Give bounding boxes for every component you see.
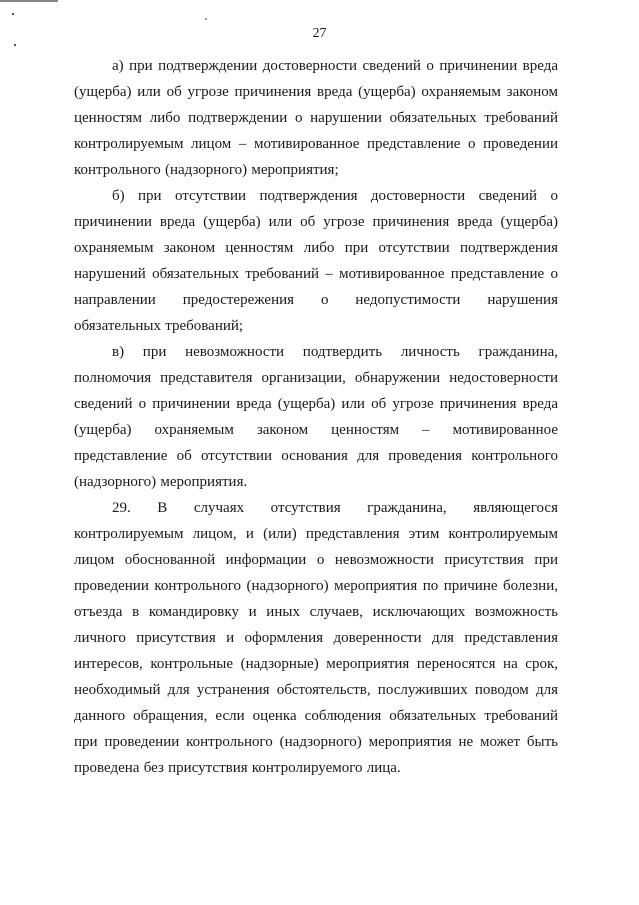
- paragraph-v: в) при невозможности подтвердить личность гражданина, полномочия представителя организации, обнаружении недостоверности сведений о причинении вреда (ущерба) или об угрозе причинения вреда (ущерба) охраняемым законом ценностям – мотивированное представление об отсутствии основания для проведения контрольного (надзорного) мероприятия.: [74, 344, 558, 490]
- scan-artifact: [205, 18, 207, 20]
- scan-artifact: [14, 44, 16, 46]
- scan-artifact: [12, 13, 14, 15]
- paragraph-29: 29. В случаях отсутствия гражданина, являющегося контролируемым лицом, и (или) представления этим контролируемым лицом обоснованной информации о невозможности присутствия при проведении контрольного (надзорного) мероприятия по причине болезни, отъезда в командировку и иных случаев, исключающих возможность личного присутствия и оформления доверенности для представления интересов, контрольные (надзорные) мероприятия переносятся на срок, необходимый для устранения обстоятельств, послуживших поводом для данного обращения, если оценка соблюдения обязательных требований при проведении контрольного (надзорного) мероприятия не может быть проведена без присутствия контролируемого лица.: [74, 500, 558, 776]
- paragraph-b: б) при отсутствии подтверждения достоверности сведений о причинении вреда (ущерба) или об угрозе причинения вреда (ущерба) охраняемым законом ценностям либо при отсутствии подтверждения нарушений обязательных требований – мотивированное представление о направлении предостережения о недопустимости нарушения обязательных требований;: [74, 188, 558, 334]
- page-number: 27: [312, 26, 327, 41]
- scan-artifact: [0, 0, 58, 2]
- paragraph-a: а) при подтверждении достоверности сведений о причинении вреда (ущерба) или об угрозе причинения вреда (ущерба) охраняемым законом ценностям либо подтверждении о нарушении обязательных требований контролируемым лицом – мотивированное представление о проведении контрольного (надзорного) мероприятия;: [74, 58, 558, 178]
- document-body: [74, 53, 558, 781]
